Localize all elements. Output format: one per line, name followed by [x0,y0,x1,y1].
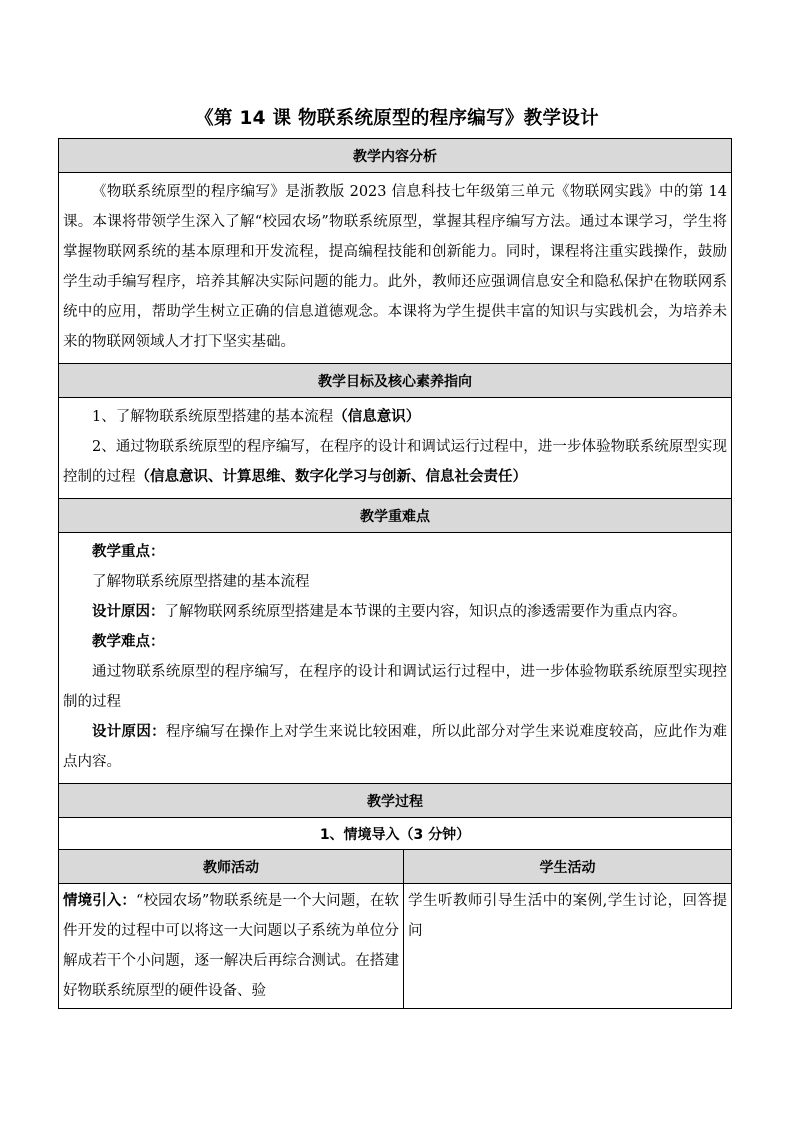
key-point-label: 教学重点： [92,544,165,560]
teacher-activity-label: 情境引入： [63,893,136,909]
difficult-reason-label: 设计原因： [92,724,166,740]
goal-2-literacy-tag: （信息意识、计算思维、数字化学习与创新、信息社会责任） [135,469,527,485]
teacher-activity-header: 教师活动 [59,850,404,884]
content-analysis-cell [59,173,732,364]
student-activity-text: 学生听教师引导生活中的案例,学生讨论，回答提问 [408,893,727,939]
teacher-activity-cell [59,884,404,1009]
content-analysis-paragraph: 《物联系统原型的程序编写》是浙教版 2023 信息科技七年级第三单元《物联网实践》中的第 14 课。本课将带领学生深入了解“校园农场”物联系统原型，掌握其程序编写方法。通过本课学习，学生将掌握物联网系统的基本原理和开发流程，提高编程技能和创新能力。同时，课程将注重实践操作，鼓励学生动手编写程序，培养其解决实际问题的能力。此外，教师还应强调信息安全和隐私保护在物联网系统中的应用，帮助学生树立正确的信息道德观念。本课将为学生提供丰富的知识与实践机会，为培养未来的物联网领域人才打下坚实基础。 [63,184,727,350]
difficult-reason-text: 程序编写在操作上对学生来说比较困难，所以此部分对学生来说难度较高，应此作为难点内容。 [63,724,728,770]
section-header-process: 教学过程 [59,784,732,818]
document-title: 《第 14 课 物联系统原型的程序编写》教学设计 [195,108,599,129]
section-header-key-difficult: 教学重难点 [59,499,732,533]
lesson-plan-table [58,138,732,1009]
goal-1-text: 1、了解物联系统原型搭建的基本流程 [92,409,334,425]
step-title: 1、情境导入（3 分钟） [59,818,732,850]
key-point-text: 了解物联系统原型搭建的基本流程 [92,574,310,590]
difficult-point-reason [63,717,727,777]
goal-2-text: 2、通过物联系统原型的程序编写，在程序的设计和调试运行过程中，进一步体验物联系统原型实现控制的过程 [63,439,727,485]
teacher-activity-text: “校园农场”物联系统是一个大问题，在软件开发的过程中可以将这一大问题以子系统为单位分解成若干个小问题，逐一解决后再综合测试。在搭建好物联系统原型的硬件设备、验 [63,893,400,999]
section-header-content-analysis: 教学内容分析 [59,139,732,173]
key-reason-label: 设计原因： [92,604,165,620]
difficult-point-label-line [63,627,727,657]
section-header-goals: 教学目标及核心素养指向 [59,364,732,398]
student-activity-header: 学生活动 [404,850,732,884]
difficult-point-label: 教学难点： [92,634,165,650]
key-point-label-line [63,537,727,567]
difficult-point-text: 通过物联系统原型的程序编写，在程序的设计和调试运行过程中，进一步体验物联系统原型实现控制的过程 [63,664,727,710]
goal-item-2 [63,432,727,492]
goal-item-1 [63,402,727,432]
key-difficult-cell [59,533,732,784]
goals-cell [59,398,732,499]
key-point-reason [63,597,727,627]
key-reason-text: 了解物联网系统原型搭建是本节课的主要内容，知识点的渗透需要作为重点内容。 [164,604,687,620]
goal-1-literacy-tag: （信息意识） [333,409,421,425]
student-activity-cell [404,884,732,1009]
